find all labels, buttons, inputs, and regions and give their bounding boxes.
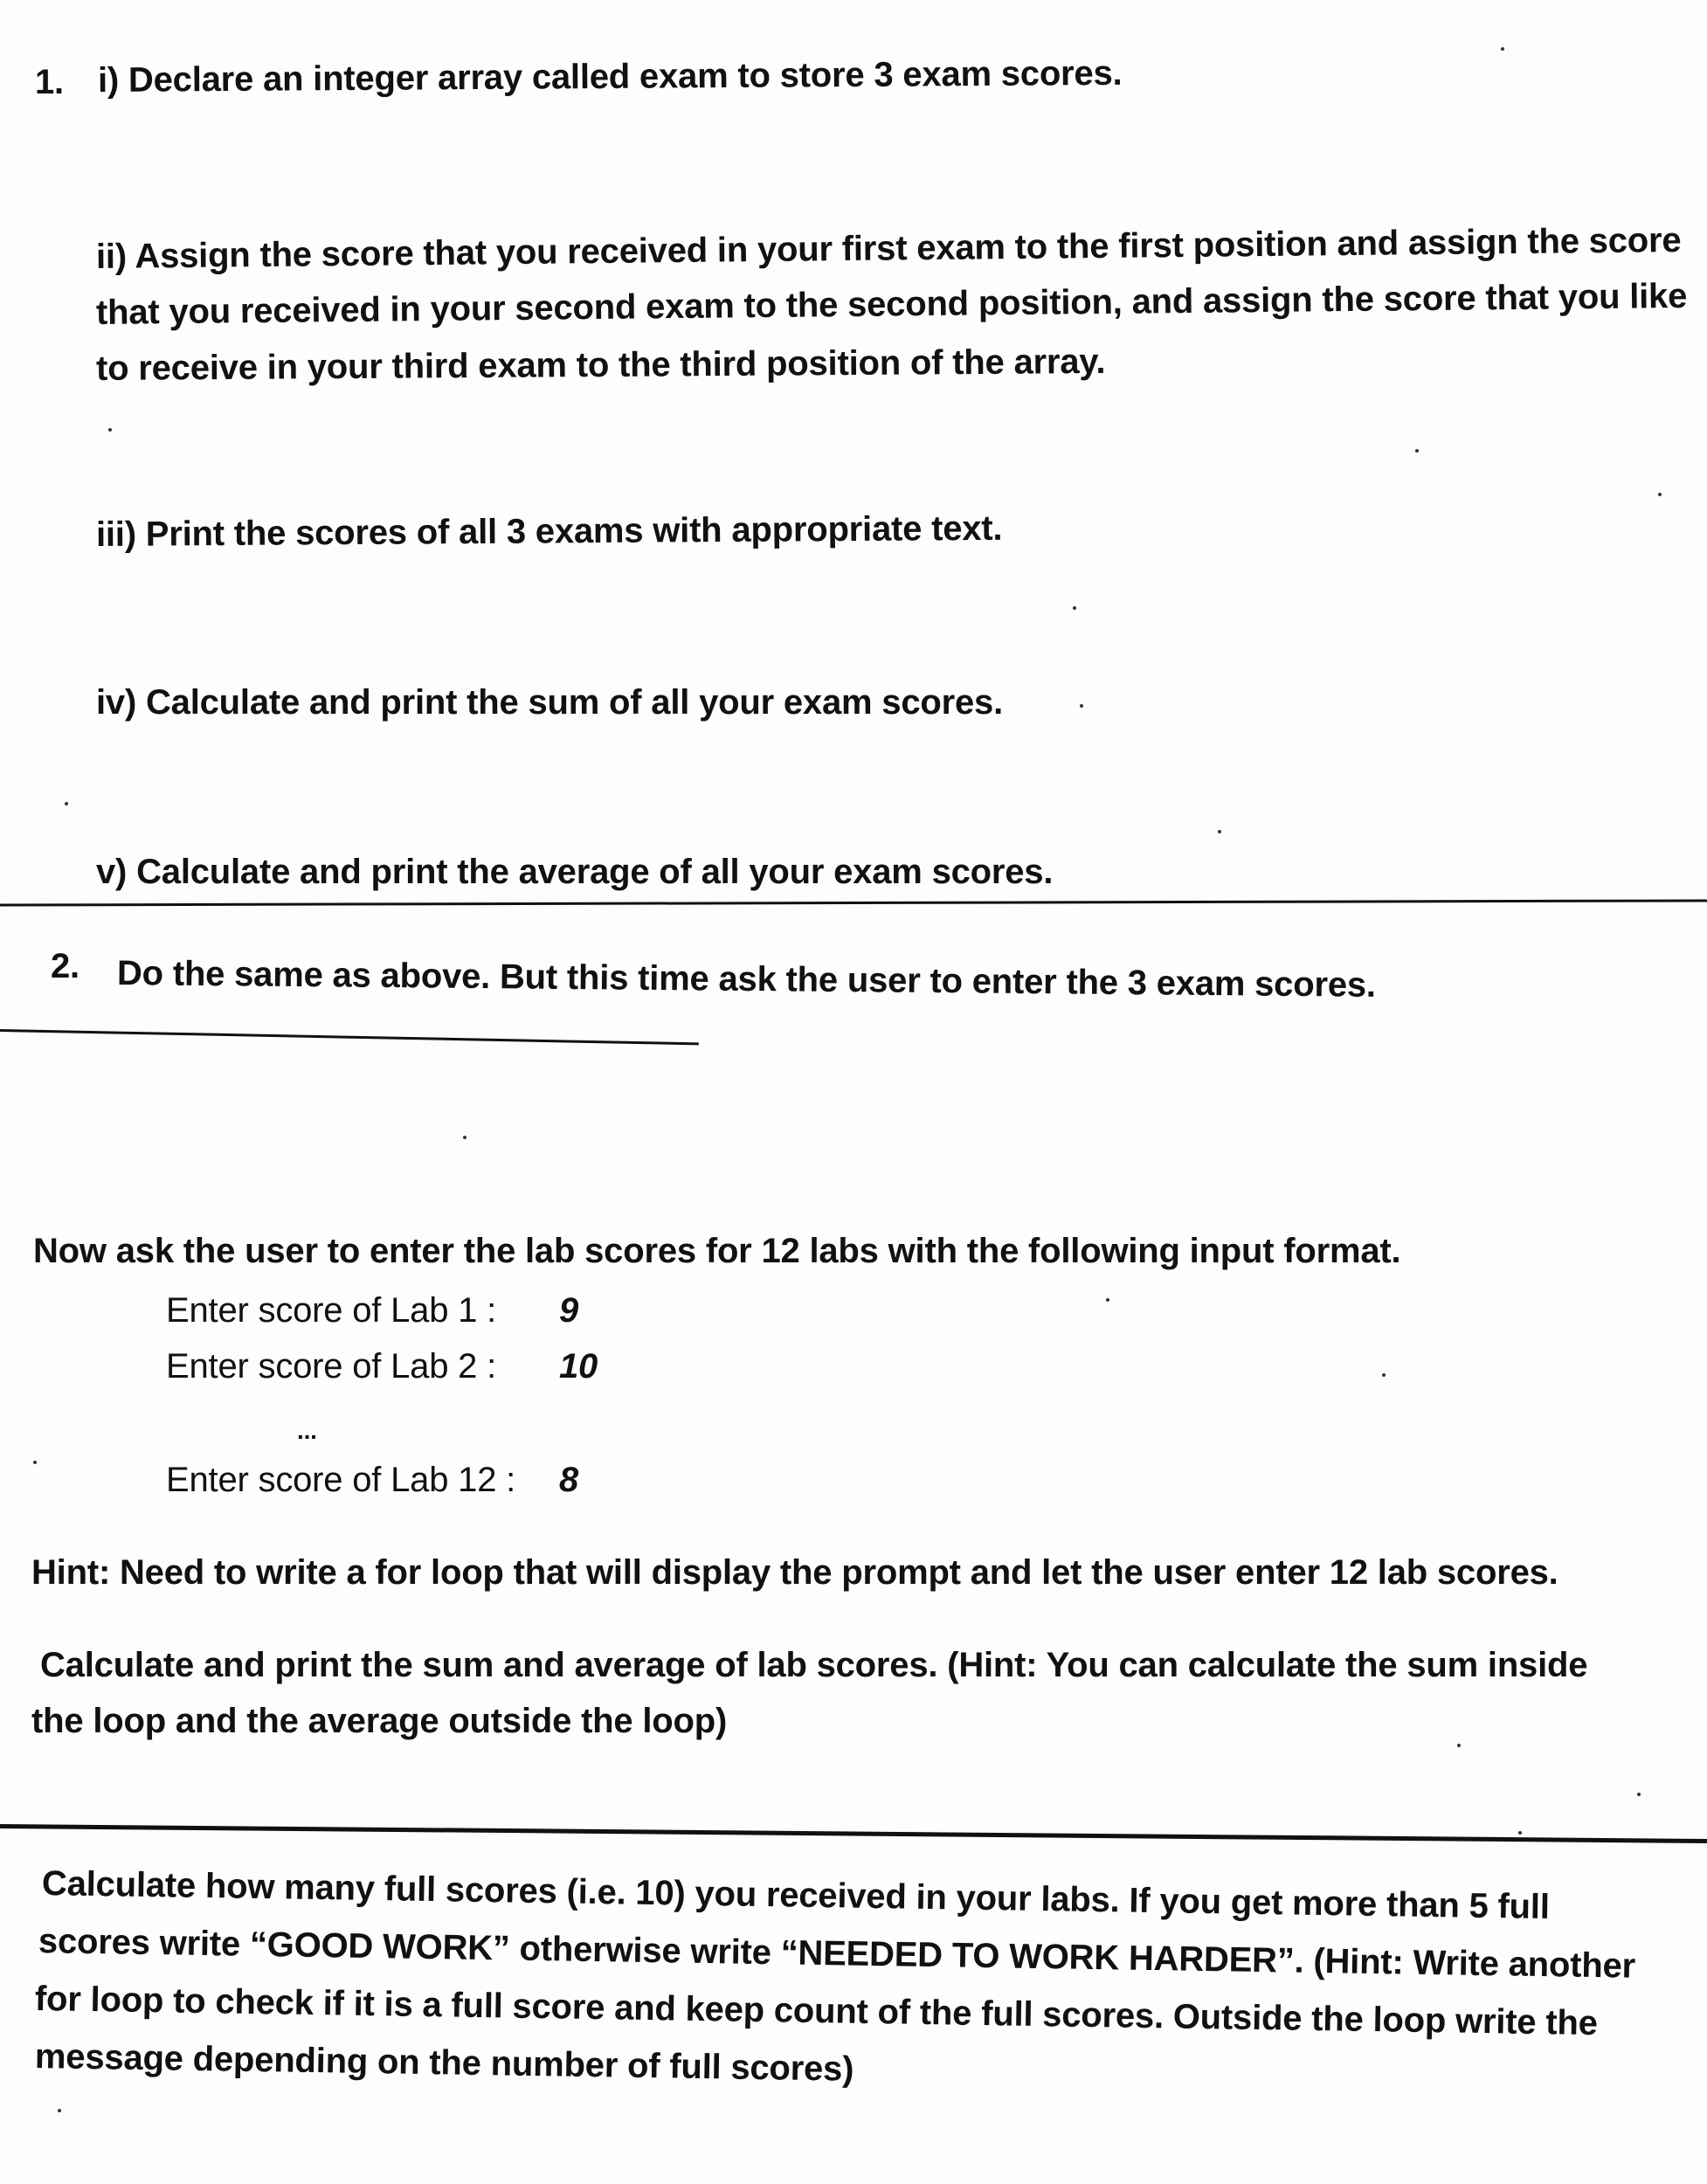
lab-prompt-12-value: 8 — [559, 1461, 579, 1499]
lab-hint-prefix: Hint: Need to write a — [31, 1553, 376, 1592]
full-line4: message depending on the number of full scores) — [34, 2037, 854, 2089]
q1-number: 1. — [35, 63, 64, 101]
full-line2: scores write “GOOD WORK” otherwise write “NEEDED TO WORK HARDER”. (Hint: Write another — [38, 1922, 1636, 1986]
scan-speck — [1658, 493, 1662, 496]
scan-speck — [58, 2109, 61, 2112]
scan-speck — [1218, 830, 1221, 833]
q1-part-iii: iii) Print the scores of all 3 exams with appropriate text. — [95, 508, 1003, 554]
q1-part-ii-line1: ii) Assign the score that you received in your first exam to the first position and assign the score — [95, 221, 1682, 276]
divider-lab-full — [0, 1824, 1707, 1843]
lab-ellipsis: ... — [297, 1417, 317, 1444]
q1-part-i-label: i) Declare an integer array called — [97, 57, 640, 100]
lab-sum-line2: the loop and the average outside the loop) — [31, 1702, 728, 1740]
scan-speck — [1518, 1831, 1522, 1835]
scan-speck — [1382, 1373, 1386, 1377]
divider-q1-q2 — [0, 899, 1707, 906]
q1-part-ii-line3: to receive in your third exam to the third position of the array. — [95, 342, 1106, 388]
lab-prompt-12-label: Enter score of Lab 12 : — [166, 1461, 516, 1499]
q1-part-iv: iv) Calculate and print the sum of all your exam scores. — [96, 683, 1003, 722]
lab-sum-line1: Calculate and print the sum and average of lab scores. (Hint: You can calculate the sum inside — [40, 1646, 1588, 1684]
q1-part-v: v) Calculate and print the average of all your exam scores. — [96, 853, 1054, 891]
lab-prompt-2-label: Enter score of Lab 2 : — [166, 1347, 497, 1386]
q1-part-i-keyword: exam — [639, 56, 729, 96]
q1-part-i-rest: to store 3 exam scores. — [728, 53, 1123, 95]
q2-number: 2. — [51, 947, 79, 985]
scan-speck — [1457, 1744, 1461, 1747]
full-line3-rest: to check if it is a full score and keep count of the full scores. Outside the loop write the — [162, 1981, 1599, 2043]
scan-speck — [1080, 704, 1083, 708]
scan-speck — [108, 428, 112, 432]
scan-speck — [1106, 1298, 1109, 1302]
scan-speck — [1637, 1793, 1641, 1796]
scan-speck — [33, 1461, 37, 1464]
lab-hint-suffix: that will display the prompt and let the user enter 12 lab scores. — [503, 1553, 1558, 1592]
lab-prompt-1-label: Enter score of Lab 1 : — [166, 1291, 497, 1330]
lab-hint — [31, 1552, 1558, 1593]
divider-q2-partial — [0, 1029, 699, 1045]
q1-part-i — [98, 52, 1123, 101]
scan-speck — [65, 802, 68, 805]
lab-prompt-1-value: 9 — [559, 1291, 579, 1330]
q1-part-ii-line2: that you received in your second exam to the second position, and assign the score that you like — [95, 276, 1688, 332]
q2-text: Do the same as above. But this time ask the user to enter the 3 exam scores. — [116, 954, 1377, 1005]
scan-speck — [1501, 47, 1504, 51]
full-line1: Calculate how many full scores (i.e. 10) you received in your labs. If you get more than 5 full — [41, 1864, 1551, 1927]
full-line3-keyword: for loop — [34, 1980, 164, 2021]
lab-prompt-2-value: 10 — [559, 1347, 598, 1386]
lab-intro: Now ask the user to enter the lab scores for 12 labs with the following input format. — [33, 1232, 1401, 1270]
scan-speck — [463, 1136, 466, 1139]
lab-hint-keyword: for loop — [375, 1553, 504, 1592]
full-line3 — [35, 1978, 1598, 2044]
scan-speck — [1073, 606, 1076, 610]
scan-speck — [1415, 449, 1419, 453]
